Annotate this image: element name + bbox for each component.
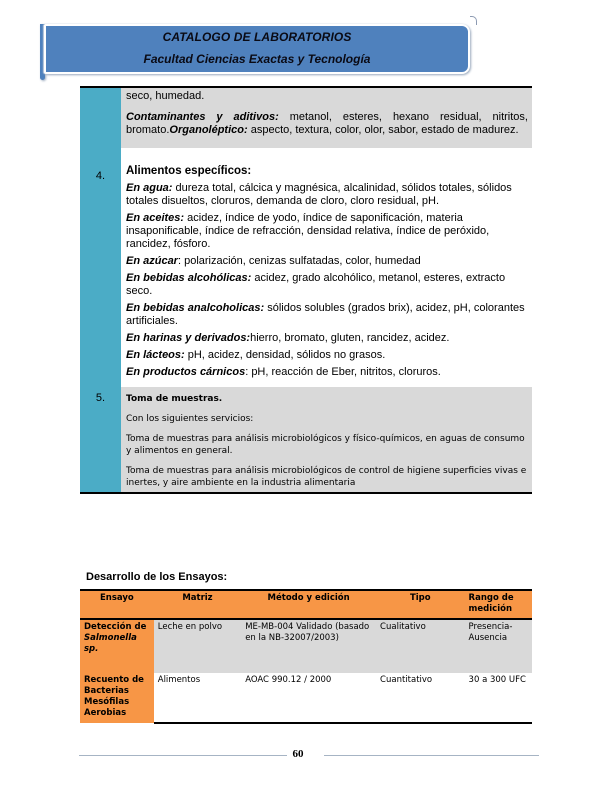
entry-oils [126,212,528,251]
entry-text: dureza total, cálcica y magnésica, alcalinidad, sólidos totales, sólidos totales disueltos, cloruros, demanda de cloro, cloro residual, pH. [126,182,512,207]
item-4-row [80,88,532,387]
contaminantes-text: metanol, esteres, hexano residual, nitritos, bromato. [126,111,528,136]
entry-label: En aceites: [126,212,185,224]
entry-label: En bebidas alcohólicas: [126,272,252,284]
matriz-cell: Alimentos [154,673,241,723]
page-header [44,24,471,74]
footer-divider-left [79,755,287,756]
item-4-specific-block [121,148,532,387]
column-header: Matriz [154,590,241,619]
page-number: 60 [292,748,304,760]
entry-text: : polarización, cenizas sulfatadas, color, humedad [177,255,421,267]
tests-header-row [80,590,532,619]
ensayo-text: Detección de [84,622,147,632]
metodo-cell: AOAC 990.12 / 2000 [241,673,376,723]
tipo-cell: Cuantitativo [376,673,465,723]
tests-table [80,589,532,724]
column-header: Ensayo [80,590,154,619]
table-row [80,673,532,723]
entry-text: pH, acidez, densidad, sólidos no grasos. [184,349,386,361]
item-5-row [80,387,532,492]
entry-label: En lácteos: [126,349,185,361]
sampling-service: Toma de muestras para análisis microbiológicos y físico-químicos, en aguas de consumo y alimentos en general. [126,434,525,456]
column-header: Método y edición [241,590,376,619]
entry-text: acidez, grado alcohólico, metanol, esteres, extracto seco. [126,272,506,297]
header-banner [44,24,470,74]
contaminantes-paragraph [126,111,528,137]
entry-text: acidez, índice de yodo, índice de saponificación, materia insaponificable, índice de refracción, densidad relativa, índice de peróxido, rancidez, fósforo. [126,212,490,250]
rango-cell: Presencia-Ausencia [465,619,532,673]
ensayo-organism: Salmonella sp. [84,633,137,654]
item-number: 5. [95,392,106,404]
metodo-cell: ME-MB-004 Validado (basado en la NB-32007/2003) [241,619,376,673]
organoleptico-text: aspecto, textura, color, olor, sabor, estado de madurez. [247,124,519,136]
entry-dairy [126,349,528,362]
header-title: CATALOGO DE LABORATORIOS [162,30,352,44]
entry-flours [126,332,528,345]
item-number-cell [80,387,121,492]
item-4-content [121,88,532,387]
entry-label: En productos cárnicos [126,366,246,378]
footer-divider-right [324,755,539,756]
rango-cell: 30 a 300 UFC [465,673,532,723]
entry-text: sólidos solubles (grados brix), acidez, pH, colorantes artificiales. [126,302,525,327]
table-row [80,619,532,673]
services-table [80,86,532,494]
entry-label: En harinas y derivados: [126,332,251,344]
column-header: Rango de medición [465,590,532,619]
tipo-cell: Cualitativo [376,619,465,673]
entry-label: En agua: [126,182,173,194]
item-4-top-block [121,88,532,148]
matriz-cell: Leche en polvo [154,619,241,673]
header-scroll-curl [470,16,477,25]
specific-heading: Alimentos específicos: [126,165,252,177]
column-header: Tipo [376,590,465,619]
continuation-text: seco, humedad. [126,90,205,102]
header-subtitle: Facultad Ciencias Exactas y Tecnología [143,52,371,66]
entry-text: hierro, bromato, gluten, rancidez, acidez. [250,332,450,344]
entry-non-alcoholic [126,302,528,328]
organoleptico-label: Organoléptico: [169,124,248,136]
entry-alcoholic [126,272,528,298]
entry-meat [126,366,528,379]
item-number-cell [80,88,121,387]
entry-sugar [126,255,528,268]
contaminantes-label: Contaminantes y aditivos: [126,111,279,123]
ensayo-cell [80,619,154,673]
sampling-heading: Toma de muestras. [126,394,223,404]
sampling-intro: Con los siguientes servicios: [126,414,254,424]
ensayo-cell: Recuento de Bacterias Mesófilas Aerobias [80,673,154,723]
entry-text: : pH, reacción de Eber, nitritos, cloruros. [245,366,441,378]
item-number: 4. [95,170,106,182]
entry-label: En bebidas analcoholicas: [126,302,265,314]
tests-section-title: Desarrollo de los Ensayos: [86,571,228,583]
entry-label: En azúcar [126,255,178,267]
item-5-content [121,387,532,492]
entry-water [126,182,528,208]
sampling-service: Toma de muestras para análisis microbiológicos de control de higiene superficies vivas e inertes, y aire ambiente en la industria alimentaria [126,466,527,488]
